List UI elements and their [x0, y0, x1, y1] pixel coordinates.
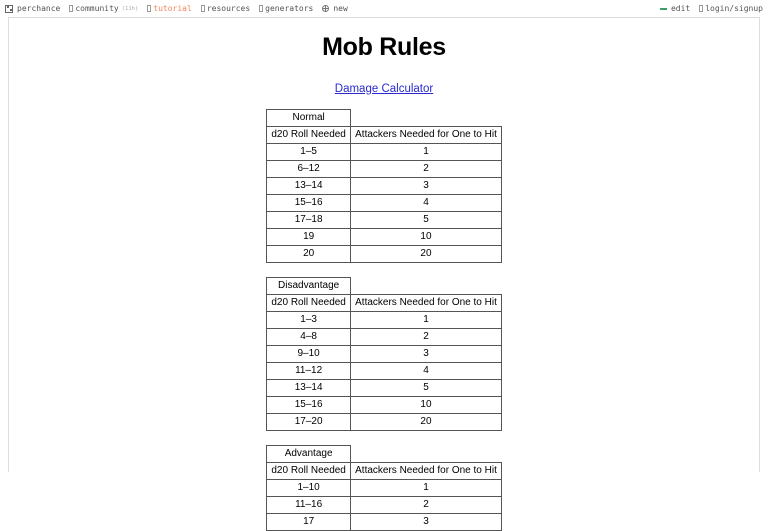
table-header-row: [267, 127, 502, 144]
table-row: [267, 329, 502, 346]
attackers-needed-cell: 10: [351, 397, 502, 414]
glyph-box-icon: [69, 5, 73, 12]
column-header: d20 Roll Needed: [267, 127, 351, 144]
table-row: [267, 346, 502, 363]
roll-range-cell: 1–5: [267, 144, 351, 161]
table-header-row: [267, 295, 502, 312]
roll-range-cell: 17–20: [267, 414, 351, 431]
table-row: [267, 514, 502, 531]
roll-range-cell: 19: [267, 229, 351, 246]
roll-range-cell: 17–18: [267, 212, 351, 229]
attackers-needed-cell: 1: [351, 312, 502, 329]
table-row: [267, 363, 502, 380]
column-header: Attackers Needed for One to Hit: [351, 127, 502, 144]
attackers-needed-cell: 2: [351, 497, 502, 514]
glyph-box-icon: [699, 5, 703, 12]
nav-item-resources[interactable]: [201, 4, 250, 13]
table-caption-row: [267, 446, 502, 463]
nav-item-badge: (11h): [121, 5, 139, 12]
table-row: [267, 414, 502, 431]
rules-table-normal: [266, 109, 502, 263]
table-row: [267, 246, 502, 263]
nav-item-perchance[interactable]: [5, 4, 60, 13]
roll-range-cell: 15–16: [267, 397, 351, 414]
nav-item-label: community: [75, 4, 119, 13]
attackers-needed-cell: 3: [351, 178, 502, 195]
attackers-needed-cell: 2: [351, 161, 502, 178]
attackers-needed-cell: 4: [351, 363, 502, 380]
column-header: Attackers Needed for One to Hit: [351, 463, 502, 480]
table-row: [267, 178, 502, 195]
attackers-needed-cell: 5: [351, 212, 502, 229]
nav-item-generators[interactable]: [259, 4, 313, 13]
roll-range-cell: 4–8: [267, 329, 351, 346]
attackers-needed-cell: 2: [351, 329, 502, 346]
table-caption-spacer: [351, 110, 502, 127]
table-row: [267, 380, 502, 397]
page-content-frame: [8, 17, 760, 527]
roll-range-cell: 11–16: [267, 497, 351, 514]
attackers-needed-cell: 20: [351, 414, 502, 431]
table-row: [267, 144, 502, 161]
top-navigation-bar: [0, 0, 768, 17]
glyph-box-icon: [147, 5, 151, 12]
roll-range-cell: 15–16: [267, 195, 351, 212]
column-header: d20 Roll Needed: [267, 463, 351, 480]
rules-table-disadvantage: [266, 277, 502, 431]
table-row: [267, 195, 502, 212]
table-caption: Normal: [267, 110, 351, 127]
table-row: [267, 212, 502, 229]
navbar-left-group: [5, 4, 357, 13]
attackers-needed-cell: 20: [351, 246, 502, 263]
roll-range-cell: 6–12: [267, 161, 351, 178]
perchance-logo-icon: [5, 5, 13, 13]
table-row: [267, 480, 502, 497]
globe-icon: [322, 5, 329, 12]
nav-item-edit[interactable]: [660, 4, 690, 13]
nav-item-tutorial[interactable]: [147, 4, 192, 13]
nav-item-login-signup[interactable]: [699, 4, 763, 13]
subtitle-link-container: [9, 80, 759, 95]
table-row: [267, 312, 502, 329]
roll-range-cell: 11–12: [267, 363, 351, 380]
glyph-box-icon: [201, 5, 205, 12]
rules-tables-container: [9, 109, 759, 531]
attackers-needed-cell: 10: [351, 229, 502, 246]
nav-item-label: tutorial: [153, 4, 192, 13]
nav-item-label: edit: [670, 4, 691, 13]
table-caption-row: [267, 278, 502, 295]
nav-item-community[interactable]: [69, 4, 138, 13]
attackers-needed-cell: 1: [351, 144, 502, 161]
table-caption-spacer: [351, 446, 502, 463]
table-caption: Disadvantage: [267, 278, 351, 295]
nav-item-label: login/signup: [705, 4, 763, 13]
nav-item-label: generators: [265, 4, 314, 13]
attackers-needed-cell: 4: [351, 195, 502, 212]
column-header: d20 Roll Needed: [267, 295, 351, 312]
damage-calculator-link[interactable]: Damage Calculator: [334, 83, 434, 95]
roll-range-cell: 20: [267, 246, 351, 263]
navbar-right-group: [651, 4, 763, 13]
table-caption: Advantage: [267, 446, 351, 463]
pencil-icon: [660, 8, 667, 10]
table-header-row: [267, 463, 502, 480]
attackers-needed-cell: 3: [351, 346, 502, 363]
nav-item-label: new: [333, 4, 348, 13]
roll-range-cell: 13–14: [267, 178, 351, 195]
glyph-box-icon: [259, 5, 263, 12]
table-row: [267, 161, 502, 178]
roll-range-cell: 1–10: [267, 480, 351, 497]
table-caption-spacer: [351, 278, 502, 295]
attackers-needed-cell: 1: [351, 480, 502, 497]
column-header: Attackers Needed for One to Hit: [351, 295, 502, 312]
table-row: [267, 497, 502, 514]
roll-range-cell: 9–10: [267, 346, 351, 363]
roll-range-cell: 1–3: [267, 312, 351, 329]
nav-item-label: perchance: [17, 4, 61, 13]
rules-table-advantage: [266, 445, 502, 531]
table-row: [267, 229, 502, 246]
attackers-needed-cell: 3: [351, 514, 502, 531]
roll-range-cell: 13–14: [267, 380, 351, 397]
roll-range-cell: 17: [267, 514, 351, 531]
table-caption-row: [267, 110, 502, 127]
nav-item-new[interactable]: [322, 4, 347, 13]
attackers-needed-cell: 5: [351, 380, 502, 397]
page-title: Mob Rules: [322, 33, 446, 61]
nav-item-label: resources: [206, 4, 251, 13]
table-row: [267, 397, 502, 414]
